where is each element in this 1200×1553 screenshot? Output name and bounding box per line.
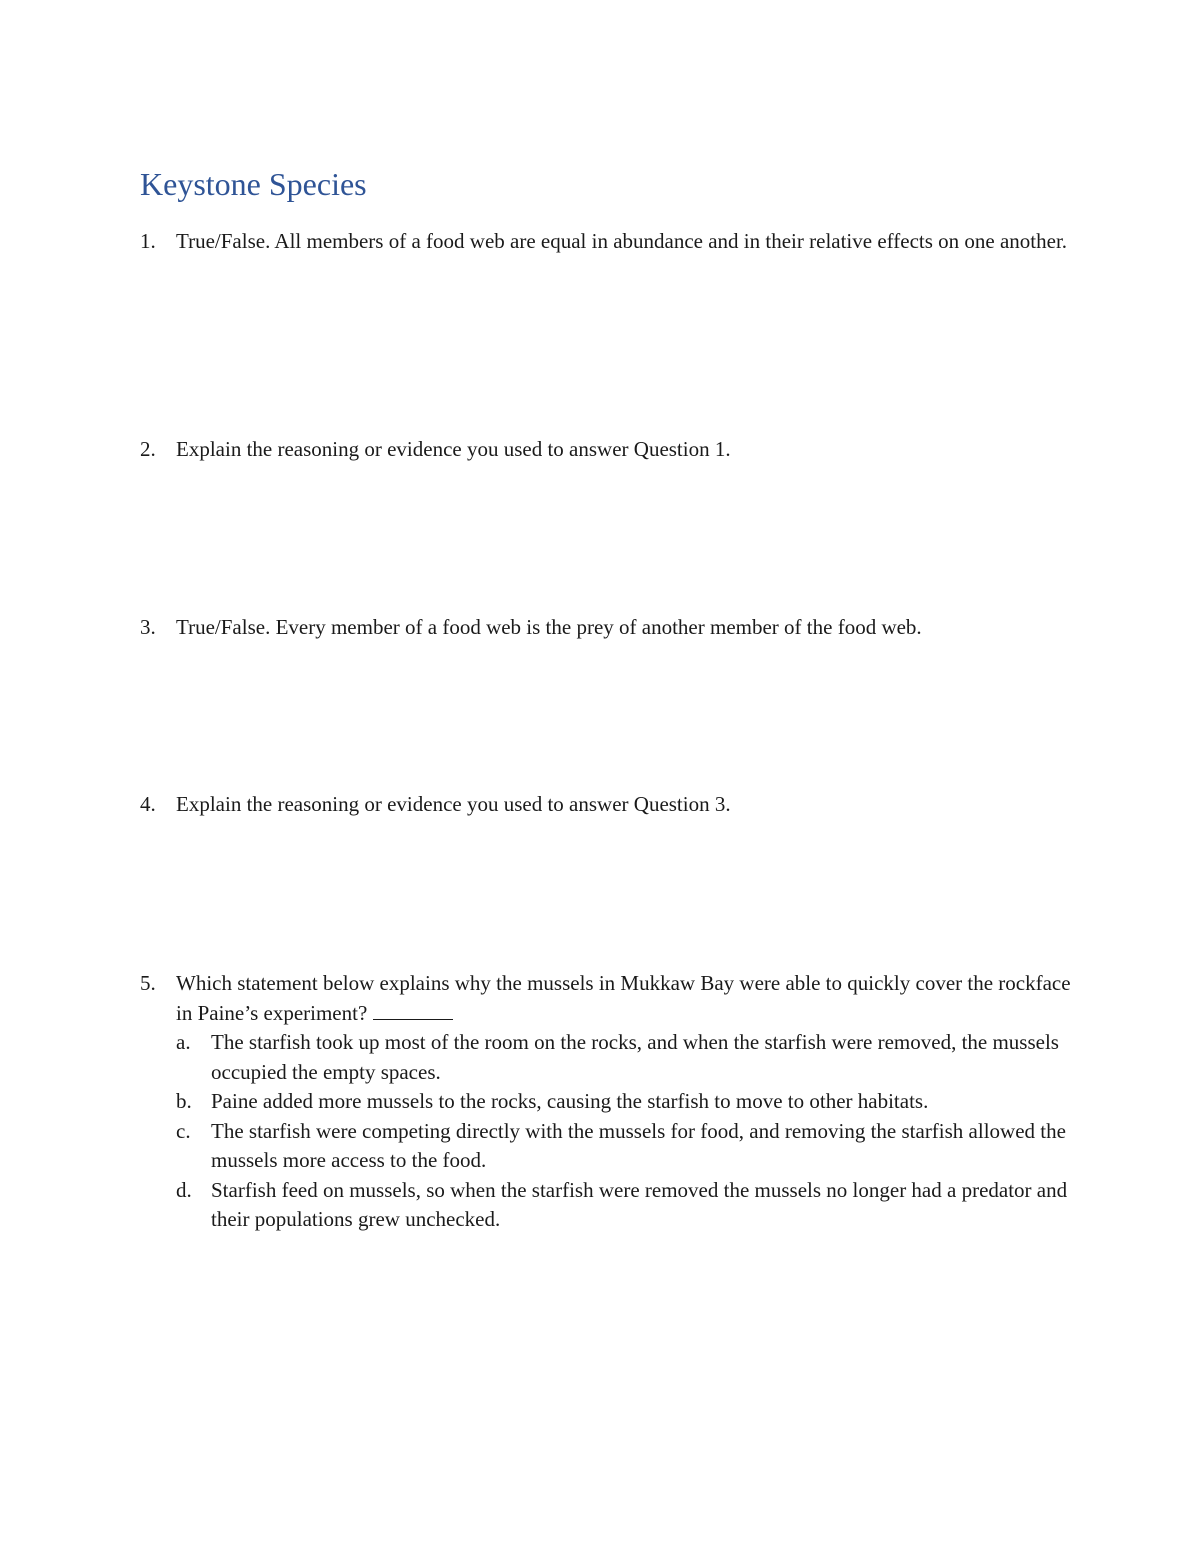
question-text: Explain the reasoning or evidence you used to answer Question 1. [176,437,731,461]
answer-options [176,1028,1080,1235]
option-text: Starfish feed on mussels, so when the starfish were removed the mussels no longer had a predator and their populations grew unchecked. [211,1177,1068,1231]
question-2 [140,435,1080,465]
option-letter: d. [176,1177,192,1202]
question-text: True/False. Every member of a food web is the prey of another member of the food web. [176,615,922,639]
option-text: The starfish were competing directly with the mussels for food, and removing the starfish allowed the mussels more access to the food. [211,1118,1066,1172]
document-title: Keystone Species [140,166,367,202]
option-b [176,1087,1080,1117]
question-1 [140,227,1080,257]
question-text: Which statement below explains why the mussels in Mukkaw Bay were able to quickly cover the rockface in Paine’s experiment? [176,971,1071,1025]
option-c [176,1117,1080,1176]
option-d [176,1176,1080,1235]
option-text: Paine added more mussels to the rocks, causing the starfish to move to other habitats. [211,1089,929,1113]
question-4 [140,790,1080,820]
question-5 [140,969,1080,1256]
question-text: True/False. All members of a food web are equal in abundance and in their relative effects on one another. [176,229,1068,253]
option-a [176,1028,1080,1087]
question-number: 1. [140,229,156,253]
option-letter: c. [176,1118,191,1143]
question-number: 2. [140,437,156,461]
question-3 [140,613,1080,643]
answer-blank[interactable] [373,999,453,1020]
question-number: 3. [140,615,156,639]
question-number: 5. [140,971,156,995]
option-letter: a. [176,1030,191,1054]
option-letter: b. [176,1089,192,1113]
question-text-wrapper [176,969,1080,1028]
question-text: Explain the reasoning or evidence you used to answer Question 3. [176,792,731,816]
option-text: The starfish took up most of the room on the rocks, and when the starfish were removed, the mussels occupied the empty spaces. [211,1030,1059,1084]
question-number: 4. [140,792,156,816]
